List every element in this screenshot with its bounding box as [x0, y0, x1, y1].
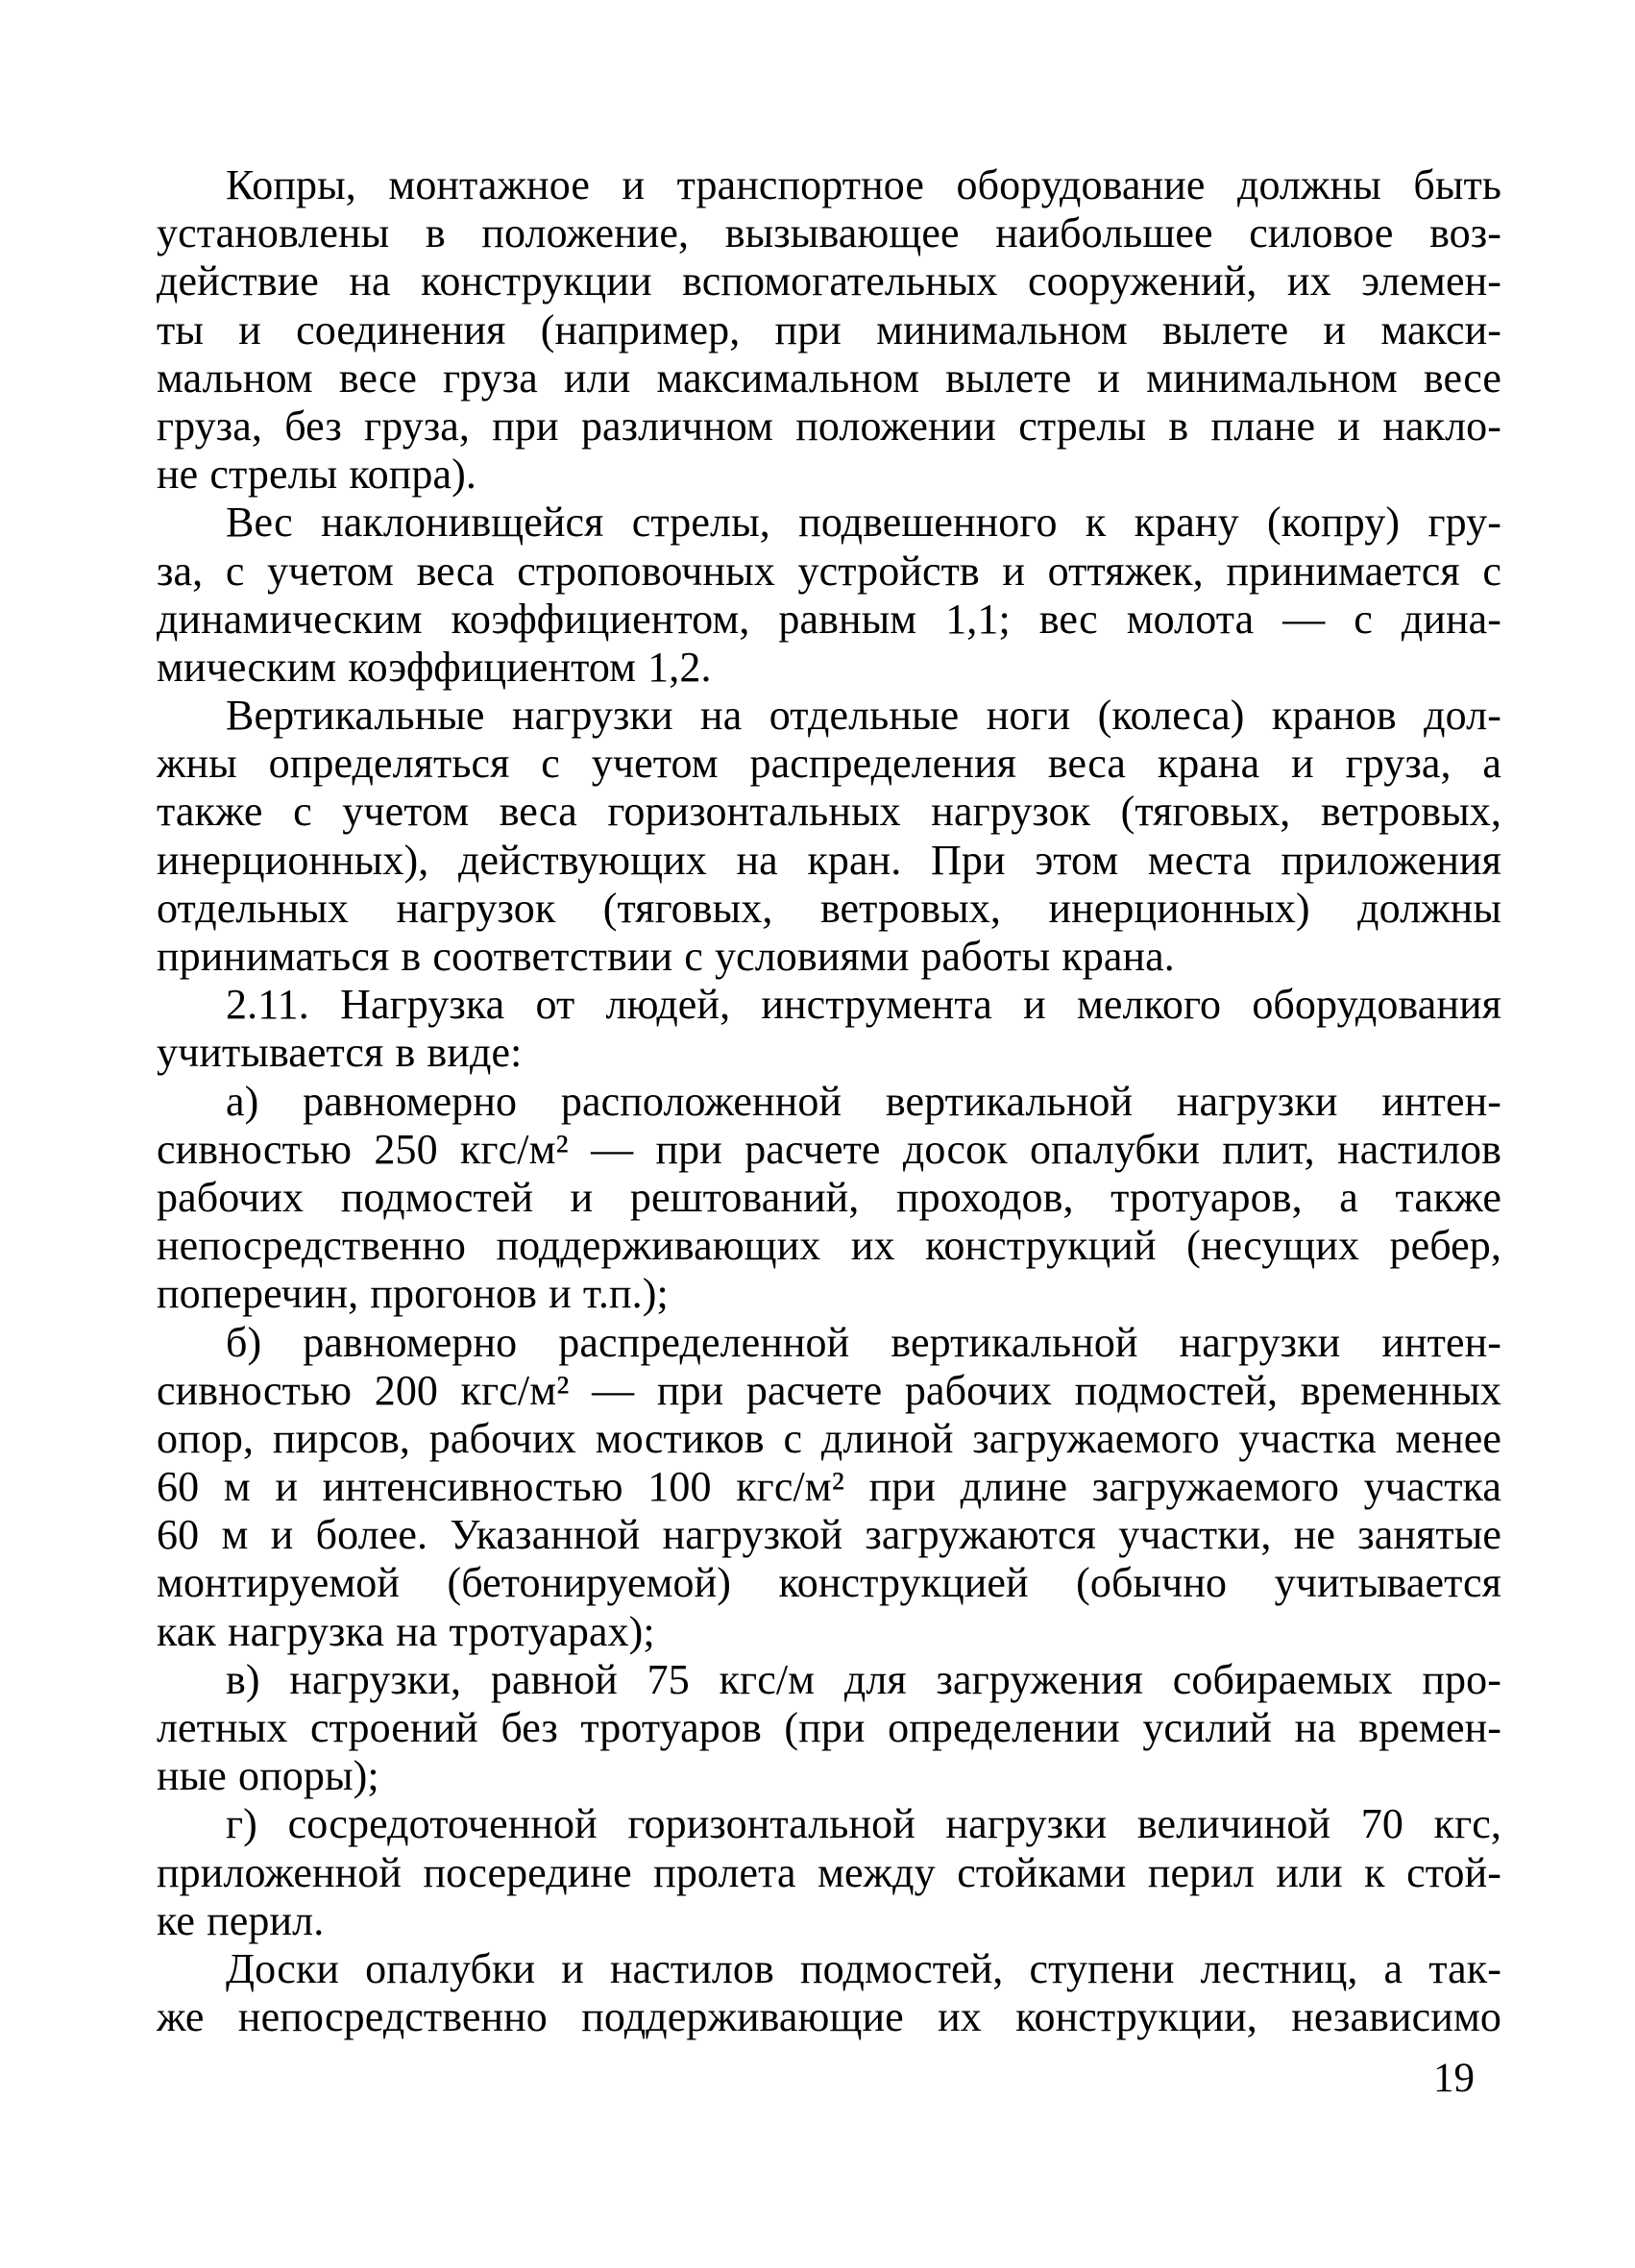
text-line: установлены в положение, вызывающее наибольшее силовое воз- [157, 209, 1501, 257]
text-line: 2.11. Нагрузка от людей, инструмента и мелкого оборудования [226, 981, 1501, 1029]
paragraph-4 [157, 981, 1501, 1077]
text-line: монтируемой (бетонируемой) конструкцией (обычно учитывается [157, 1559, 1501, 1607]
text-line: груза, без груза, при различном положении стрелы в плане и накло- [157, 402, 1501, 450]
text-line: Вертикальные нагрузки на отдельные ноги (колеса) кранов дол- [226, 692, 1501, 740]
paragraph-8 [157, 1800, 1501, 1945]
text-line: ные опоры); [157, 1752, 379, 1800]
text-line: летных строений без тротуаров (при определении усилий на времен- [157, 1704, 1501, 1751]
text-line: же непосредственно поддерживающие их конструкции, независимо [157, 1993, 1501, 2041]
paragraph-5 [157, 1078, 1501, 1319]
text-line: инерционных), действующих на кран. При этом места приложения [157, 836, 1501, 884]
text-line: как нагрузка на тротуарах); [157, 1607, 655, 1655]
text-line: рабочих подмостей и рештований, проходов, тротуаров, а также [157, 1173, 1501, 1221]
text-line: отдельных нагрузок (тяговых, ветровых, инерционных) должны [157, 884, 1501, 932]
text-line: сивностью 200 кгс/м² — при расчете рабочих подмостей, временных [157, 1366, 1501, 1414]
paragraph-3 [157, 692, 1501, 981]
text-line: Копры, монтажное и транспортное оборудование должны быть [226, 161, 1501, 208]
text-line: Вес наклонивщейся стрелы, подвешенного к крану (копру) гру- [226, 499, 1501, 547]
text-line: приниматься в соответствии с условиями работы крана. [157, 933, 1175, 980]
page-number: 19 [1433, 2056, 1475, 2101]
paragraph-1 [157, 161, 1501, 499]
text-line: поперечин, прогонов и т.п.); [157, 1270, 669, 1318]
text-line: мальном весе груза или максимальном вылете и минимальном весе [157, 354, 1501, 402]
text-line: действие на конструкции вспомогательных сооружений, их элемен- [157, 257, 1501, 305]
text-line: Доски опалубки и настилов подмостей, ступени лестниц, а так- [226, 1944, 1501, 1992]
text-line: также с учетом веса горизонтальных нагрузок (тяговых, ветровых, [157, 788, 1501, 836]
text-line: ке перил. [157, 1896, 325, 1944]
text-line: не стрелы копра). [157, 451, 476, 499]
text-line: мическим коэффициентом 1,2. [157, 643, 712, 691]
text-line: а) равномерно расположенной вертикальной нагрузки интен- [226, 1077, 1501, 1125]
text-line: сивностью 250 кгс/м² — при расчете досок опалубки плит, настилов [157, 1125, 1501, 1173]
text-line: динамическим коэффициентом, равным 1,1; вес молота — с дина- [157, 595, 1501, 643]
text-line: 60 м и более. Указанной нагрузкой загружаются участки, не занятые [157, 1511, 1501, 1559]
text-line: за, с учетом веса строповочных устройств и оттяжек, принимается с [157, 547, 1501, 595]
paragraph-7 [157, 1656, 1501, 1801]
text-line: непосредственно поддерживающих их конструкций (несущих ребер, [157, 1222, 1501, 1270]
text-line: в) нагрузки, равной 75 кгс/м для загружения собираемых про- [226, 1655, 1501, 1703]
text-line: б) равномерно распределенной вертикальной нагрузки интен- [226, 1318, 1501, 1366]
text-line: опор, пирсов, рабочих мостиков с длиной загружаемого участка менее [157, 1414, 1501, 1462]
text-line: приложенной посередине пролета между стойками перил или к стой- [157, 1848, 1501, 1896]
paragraph-6 [157, 1319, 1501, 1656]
paragraph-9 [157, 1945, 1501, 2041]
text-line: г) сосредоточенной горизонтальной нагрузки величиной 70 кгс, [226, 1800, 1501, 1848]
text-line: 60 м и интенсивностью 100 кгс/м² при длине загружаемого участка [157, 1463, 1501, 1511]
paragraph-2 [157, 499, 1501, 692]
text-column [157, 161, 1501, 2041]
text-line: жны определяться с учетом распределения веса крана и груза, а [157, 740, 1501, 788]
text-line: учитывается в виде: [157, 1029, 523, 1077]
text-line: ты и соединения (например, при минимальном вылете и макси- [157, 305, 1501, 354]
